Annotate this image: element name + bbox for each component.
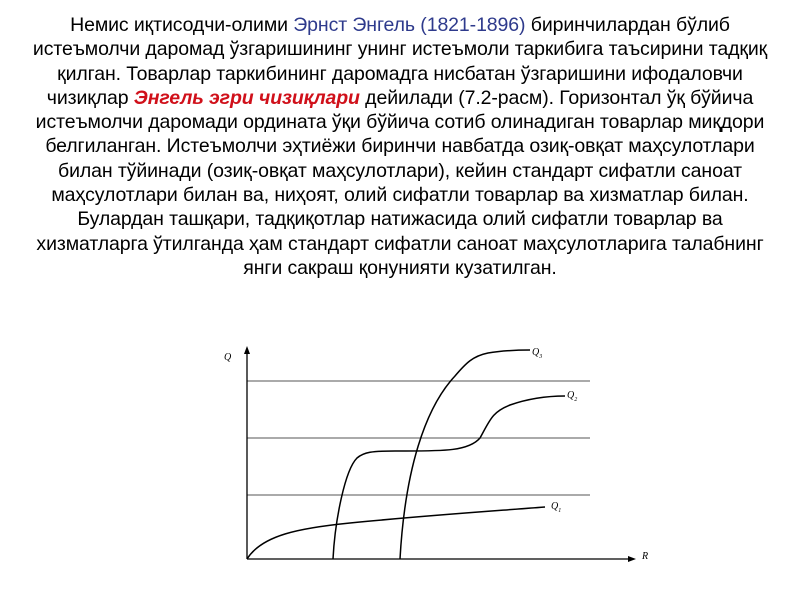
curve-q1 bbox=[247, 507, 545, 559]
x-axis-label: R bbox=[642, 551, 649, 562]
curve-q1-label bbox=[551, 501, 561, 514]
curve-q3-label-main: Q bbox=[532, 347, 540, 358]
paragraph-rest: дейилади (7.2-расм). Горизонтал ўқ бўйича истеъмолчи даромади ордината ўқи бўйича сотиб олинадиган товарлар миқдори белгиланган. Истеъмолчи эҳтиёжи биринчи навбатда озиқ-овқат маҳсулотлари билан тўйинади (озиқ-овқат маҳсулотлари), кейин стандарт сифатли саноат маҳсулотлари билан ва, ниҳоят, олий сифатли товарлар ва хизматлар билан. Булардан ташқари, тадқиқотлар натижасида олий сифатли товарлар ва хизматларга ўтилганда ҳам стандарт сифатли саноат маҳсулотларига талабнинг янги сакраш қонунияти кузатилган. bbox=[35, 86, 765, 279]
paragraph-intro: Немис иқтисодчи-олими bbox=[70, 14, 294, 36]
curve-q1-label-sub: 1 bbox=[558, 508, 562, 514]
curve-q1-label-main: Q bbox=[551, 501, 559, 512]
curve-q3-label bbox=[532, 347, 542, 360]
author-name: Эрнст Энгель (1821-1896) bbox=[293, 14, 526, 36]
y-axis-label: Q bbox=[224, 352, 232, 363]
paragraph-middle: биринчилардан бўлиб истеъмолчи даромад ўзгаришининг унинг истеъмоли таркибига таъсирини тадқиқ қилган. Товарлар таркибининг даромадга нисбатан ўзгаришини ифодаловчи чизиқлар bbox=[32, 14, 768, 109]
engel-curves-term: Энгель эгри чизиқлари bbox=[133, 86, 360, 109]
curve-q2 bbox=[333, 396, 565, 559]
curve-q2-label-main: Q bbox=[567, 390, 575, 401]
curve-q2-label bbox=[567, 390, 577, 403]
curve-q3-label-sub: 3 bbox=[539, 354, 543, 360]
curve-q2-label-sub: 2 bbox=[574, 397, 578, 403]
